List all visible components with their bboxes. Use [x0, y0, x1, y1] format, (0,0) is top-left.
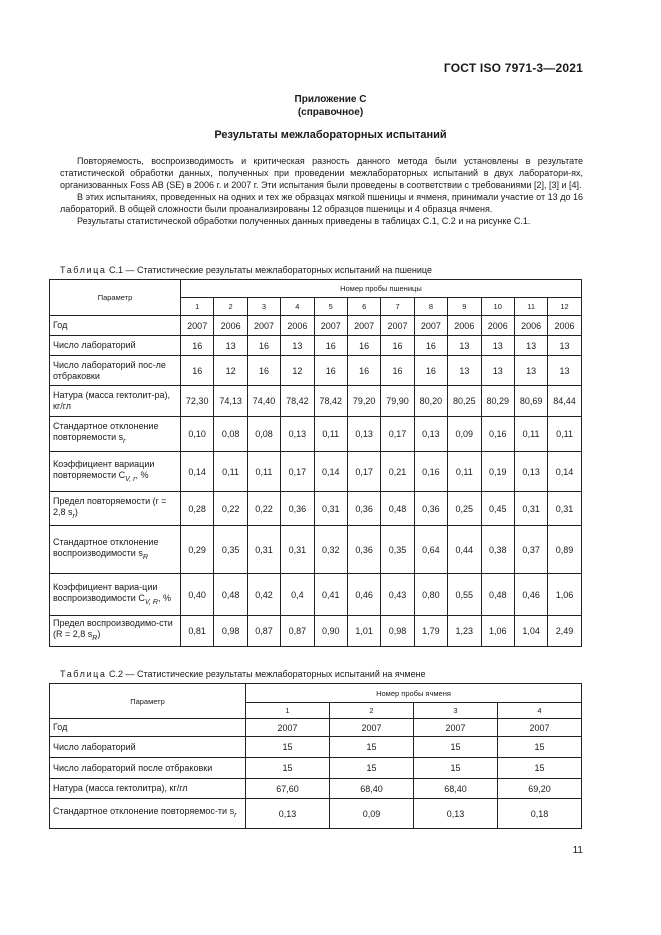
table-cell: 0,43 [381, 574, 414, 616]
column-header: 6 [347, 298, 380, 316]
table-cell: 16 [181, 356, 214, 386]
table-cell: 0,17 [347, 452, 380, 492]
table-cell: 13 [448, 336, 481, 356]
table-cell: 2006 [514, 316, 547, 336]
table-cell: 0,36 [347, 492, 380, 526]
table-cell: 1,06 [548, 574, 582, 616]
table-cell: 0,21 [381, 452, 414, 492]
table-cell: 0,16 [414, 452, 447, 492]
table-cell: 0,14 [181, 452, 214, 492]
table-cell: 0,36 [347, 526, 380, 574]
table-cell: 15 [498, 758, 582, 779]
table-cell: 0,81 [181, 616, 214, 647]
table-cell: 1,04 [514, 616, 547, 647]
table-cell: 0,31 [281, 526, 314, 574]
table-cell: 0,25 [448, 492, 481, 526]
paragraph: В этих испытаниях, проведенных на одних и тех же образцах мягкой пшеницы и ячменя, принимали участие от 13 до 16 лабораторий. В общей сложности были проанализированы 12 образцов пшеницы и 4 образца ячменя. [60, 192, 583, 214]
table-cell: 0,29 [181, 526, 214, 574]
table-cell: 16 [314, 356, 347, 386]
row-label: Стандартное отклонение повторяемости $s_r$ [50, 417, 181, 452]
table-cell: 13 [281, 336, 314, 356]
row-label: Предел воспроизводимо-сти (R = 2,8 $s_R$) [50, 616, 181, 647]
table-row [50, 574, 582, 616]
table-cell: 0,13 [414, 799, 498, 829]
row-label: Число лабораторий пос-ле отбраковки [50, 356, 181, 386]
caption-lead: Таблица [60, 669, 107, 679]
table-row [50, 526, 582, 574]
table-cell: 0,31 [548, 492, 582, 526]
table-cell: 0,44 [448, 526, 481, 574]
table-cell: 0,11 [247, 452, 280, 492]
table-cell: 0,11 [548, 417, 582, 452]
table-cell: 0,87 [247, 616, 280, 647]
table-cell: 15 [330, 737, 414, 758]
table-cell: 0,90 [314, 616, 347, 647]
table-cell: 0,19 [481, 452, 514, 492]
table-cell: 2007 [330, 719, 414, 737]
table-cell: 16 [381, 356, 414, 386]
table-cell: 0,09 [330, 799, 414, 829]
table-cell: 0,13 [414, 417, 447, 452]
column-header: 2 [330, 703, 414, 719]
table-cell: 2006 [214, 316, 247, 336]
table-cell: 0,11 [448, 452, 481, 492]
table-row [50, 758, 582, 779]
table-cell: 80,20 [414, 386, 447, 417]
table-cell: 0,48 [214, 574, 247, 616]
table1-caption [60, 265, 432, 275]
table-cell: 16 [414, 356, 447, 386]
table-cell: 13 [514, 336, 547, 356]
table-cell: 0,87 [281, 616, 314, 647]
table-cell: 16 [247, 336, 280, 356]
row-label: Натура (масса гектолитра), кг/гл [50, 779, 246, 799]
table-cell: 0,40 [181, 574, 214, 616]
table-cell: 0,41 [314, 574, 347, 616]
table-cell: 2006 [281, 316, 314, 336]
table-cell: 13 [514, 356, 547, 386]
table-cell: 0,46 [347, 574, 380, 616]
table-cell: 84,44 [548, 386, 582, 417]
row-label: Число лабораторий после отбраковки [50, 758, 246, 779]
table-row [50, 492, 582, 526]
table-cell: 0,32 [314, 526, 347, 574]
table-cell: 15 [498, 737, 582, 758]
column-header: 2 [214, 298, 247, 316]
table-cell: 16 [381, 336, 414, 356]
table-cell: 15 [246, 737, 330, 758]
table-cell: 0,48 [481, 574, 514, 616]
table-cell: 0,89 [548, 526, 582, 574]
table-cell: 1,06 [481, 616, 514, 647]
table-row [50, 316, 582, 336]
table-cell: 69,20 [498, 779, 582, 799]
table-cell: 0,11 [214, 452, 247, 492]
column-header: 1 [246, 703, 330, 719]
table-cell: 16 [314, 336, 347, 356]
table2-caption [60, 669, 426, 679]
table-cell: 2006 [448, 316, 481, 336]
section-title: Результаты межлабораторных испытаний [214, 129, 447, 141]
table-cell: 74,40 [247, 386, 280, 417]
table-cell: 1,23 [448, 616, 481, 647]
table-cell: 16 [414, 336, 447, 356]
table-cell: 80,25 [448, 386, 481, 417]
row-label: Предел повторяемости (r = 2,8 $s_r$) [50, 492, 181, 526]
table-cell: 1,79 [414, 616, 447, 647]
table-cell: 0,45 [481, 492, 514, 526]
row-label: Год [50, 316, 181, 336]
table-cell: 0,13 [246, 799, 330, 829]
row-label: Коэффициент вариации повторяемости $C_{V, r}$, % [50, 452, 181, 492]
group-header: Номер пробы ячменя [246, 684, 582, 703]
table-cell: 79,20 [347, 386, 380, 417]
table-row [50, 737, 582, 758]
caption-lead: Таблица [60, 265, 107, 275]
table-cell: 16 [347, 356, 380, 386]
table-cell: 0,08 [247, 417, 280, 452]
table-cell: 2007 [381, 316, 414, 336]
table-cell: 2007 [498, 719, 582, 737]
column-header: 3 [414, 703, 498, 719]
document-code: ГОСТ ISO 7971-3—2021 [443, 61, 583, 75]
table-cell: 80,29 [481, 386, 514, 417]
column-header: 12 [548, 298, 582, 316]
table-row [50, 386, 582, 417]
column-header: 4 [281, 298, 314, 316]
table-cell: 0,36 [414, 492, 447, 526]
table-cell: 0,35 [381, 526, 414, 574]
table-cell: 72,30 [181, 386, 214, 417]
row-label: Число лабораторий [50, 336, 181, 356]
intro-text [60, 155, 583, 227]
table-cell: 0,17 [281, 452, 314, 492]
appendix-title: Приложение С [294, 94, 367, 105]
table-row [50, 779, 582, 799]
table-cell: 13 [481, 336, 514, 356]
column-header: 4 [498, 703, 582, 719]
table-cell: 1,01 [347, 616, 380, 647]
table-cell: 13 [481, 356, 514, 386]
table-cell: 0,36 [281, 492, 314, 526]
table-cell: 2007 [414, 316, 447, 336]
table-cell: 0,98 [214, 616, 247, 647]
row-label: Число лабораторий [50, 737, 246, 758]
table-cell: 0,98 [381, 616, 414, 647]
table-cell: 0,35 [214, 526, 247, 574]
table-cell: 0,4 [281, 574, 314, 616]
table-cell: 79,90 [381, 386, 414, 417]
table-cell: 0,31 [514, 492, 547, 526]
caption-text: С.1 — Статистические результаты межлабораторных испытаний на пшенице [109, 265, 432, 275]
table-cell: 2007 [347, 316, 380, 336]
row-label: Коэффициент вариа-ции воспроизводимости $C_{V, R}$, % [50, 574, 181, 616]
table-cell: 0,55 [448, 574, 481, 616]
table-cell: 2006 [481, 316, 514, 336]
table-row [50, 336, 582, 356]
table-cell: 0,14 [548, 452, 582, 492]
table-cell: 2006 [548, 316, 582, 336]
table-cell: 67,60 [246, 779, 330, 799]
table-cell: 78,42 [281, 386, 314, 417]
table-cell: 0,28 [181, 492, 214, 526]
table-cell: 12 [281, 356, 314, 386]
table-cell: 68,40 [330, 779, 414, 799]
column-header: 1 [181, 298, 214, 316]
column-header: 8 [414, 298, 447, 316]
paragraph: Повторяемость, воспроизводимость и критическая разность данного метода были установлены в результате статистической обработки данных, полученных при проведении межлабораторных испытаний в двух лаборатори-ях, организованных Foss AB (SE) в 2006 г. и 2007 г. Эти испытания были проведены в соответствии с требованиями [2], [3] и [4]. [60, 156, 583, 190]
table-cell: 0,09 [448, 417, 481, 452]
table-cell: 0,38 [481, 526, 514, 574]
barley-results-table [49, 683, 582, 829]
table-row [50, 616, 582, 647]
table-cell: 0,11 [514, 417, 547, 452]
table-cell: 13 [548, 336, 582, 356]
table-cell: 0,37 [514, 526, 547, 574]
table-cell: 0,17 [381, 417, 414, 452]
table-cell: 13 [448, 356, 481, 386]
column-header: 5 [314, 298, 347, 316]
table-row [50, 417, 582, 452]
column-header: 3 [247, 298, 280, 316]
table-cell: 0,46 [514, 574, 547, 616]
column-header: 9 [448, 298, 481, 316]
table-cell: 68,40 [414, 779, 498, 799]
table-cell: 16 [247, 356, 280, 386]
page-number: 11 [572, 845, 583, 856]
table-cell: 0,13 [281, 417, 314, 452]
table-row [50, 719, 582, 737]
table-row [50, 799, 582, 829]
table-cell: 2,49 [548, 616, 582, 647]
group-header: Номер пробы пшеницы [181, 280, 582, 298]
table-cell: 80,69 [514, 386, 547, 417]
column-header: 7 [381, 298, 414, 316]
appendix-heading [0, 93, 661, 119]
table-cell: 15 [414, 758, 498, 779]
row-label: Стандартное отклонение повторяемос-ти $s_r$ [50, 799, 246, 829]
table-cell: 2007 [414, 719, 498, 737]
column-header: 10 [481, 298, 514, 316]
table-cell: 16 [347, 336, 380, 356]
table-cell: 0,31 [314, 492, 347, 526]
table-cell: 2007 [181, 316, 214, 336]
column-header: 11 [514, 298, 547, 316]
paragraph: Результаты статистической обработки полученных данных приведены в таблицах С.1, С.2 и на рисунке С.1. [77, 216, 531, 226]
table-cell: 0,08 [214, 417, 247, 452]
table-cell: 0,80 [414, 574, 447, 616]
table-cell: 0,64 [414, 526, 447, 574]
table-cell: 16 [181, 336, 214, 356]
table-cell: 0,11 [314, 417, 347, 452]
caption-text: С.2 — Статистические результаты межлабораторных испытаний на ячмене [109, 669, 426, 679]
table-cell: 0,18 [498, 799, 582, 829]
table-cell: 15 [330, 758, 414, 779]
table-cell: 15 [246, 758, 330, 779]
table-cell: 0,16 [481, 417, 514, 452]
row-label: Год [50, 719, 246, 737]
wheat-results-table [49, 279, 582, 647]
row-label: Натура (масса гектолит-ра), кг/гл [50, 386, 181, 417]
table-cell: 0,22 [247, 492, 280, 526]
table-cell: 2007 [314, 316, 347, 336]
row-label: Стандартное отклонение воспроизводимости $s_R$ [50, 526, 181, 574]
table-cell: 0,13 [514, 452, 547, 492]
table-cell: 13 [214, 336, 247, 356]
appendix-subtitle: (справочное) [297, 107, 364, 118]
table-row [50, 452, 582, 492]
table-cell: 0,14 [314, 452, 347, 492]
table-cell: 0,42 [247, 574, 280, 616]
table-cell: 0,22 [214, 492, 247, 526]
table-cell: 0,48 [381, 492, 414, 526]
table-cell: 74,13 [214, 386, 247, 417]
table-cell: 0,13 [347, 417, 380, 452]
table-cell: 15 [414, 737, 498, 758]
table-row [50, 356, 582, 386]
param-header: Параметр [50, 280, 181, 316]
table-cell: 12 [214, 356, 247, 386]
table-cell: 2007 [246, 719, 330, 737]
table-cell: 78,42 [314, 386, 347, 417]
table-cell: 2007 [247, 316, 280, 336]
table-cell: 13 [548, 356, 582, 386]
table-cell: 0,10 [181, 417, 214, 452]
table-cell: 0,31 [247, 526, 280, 574]
param-header: Параметр [50, 684, 246, 719]
